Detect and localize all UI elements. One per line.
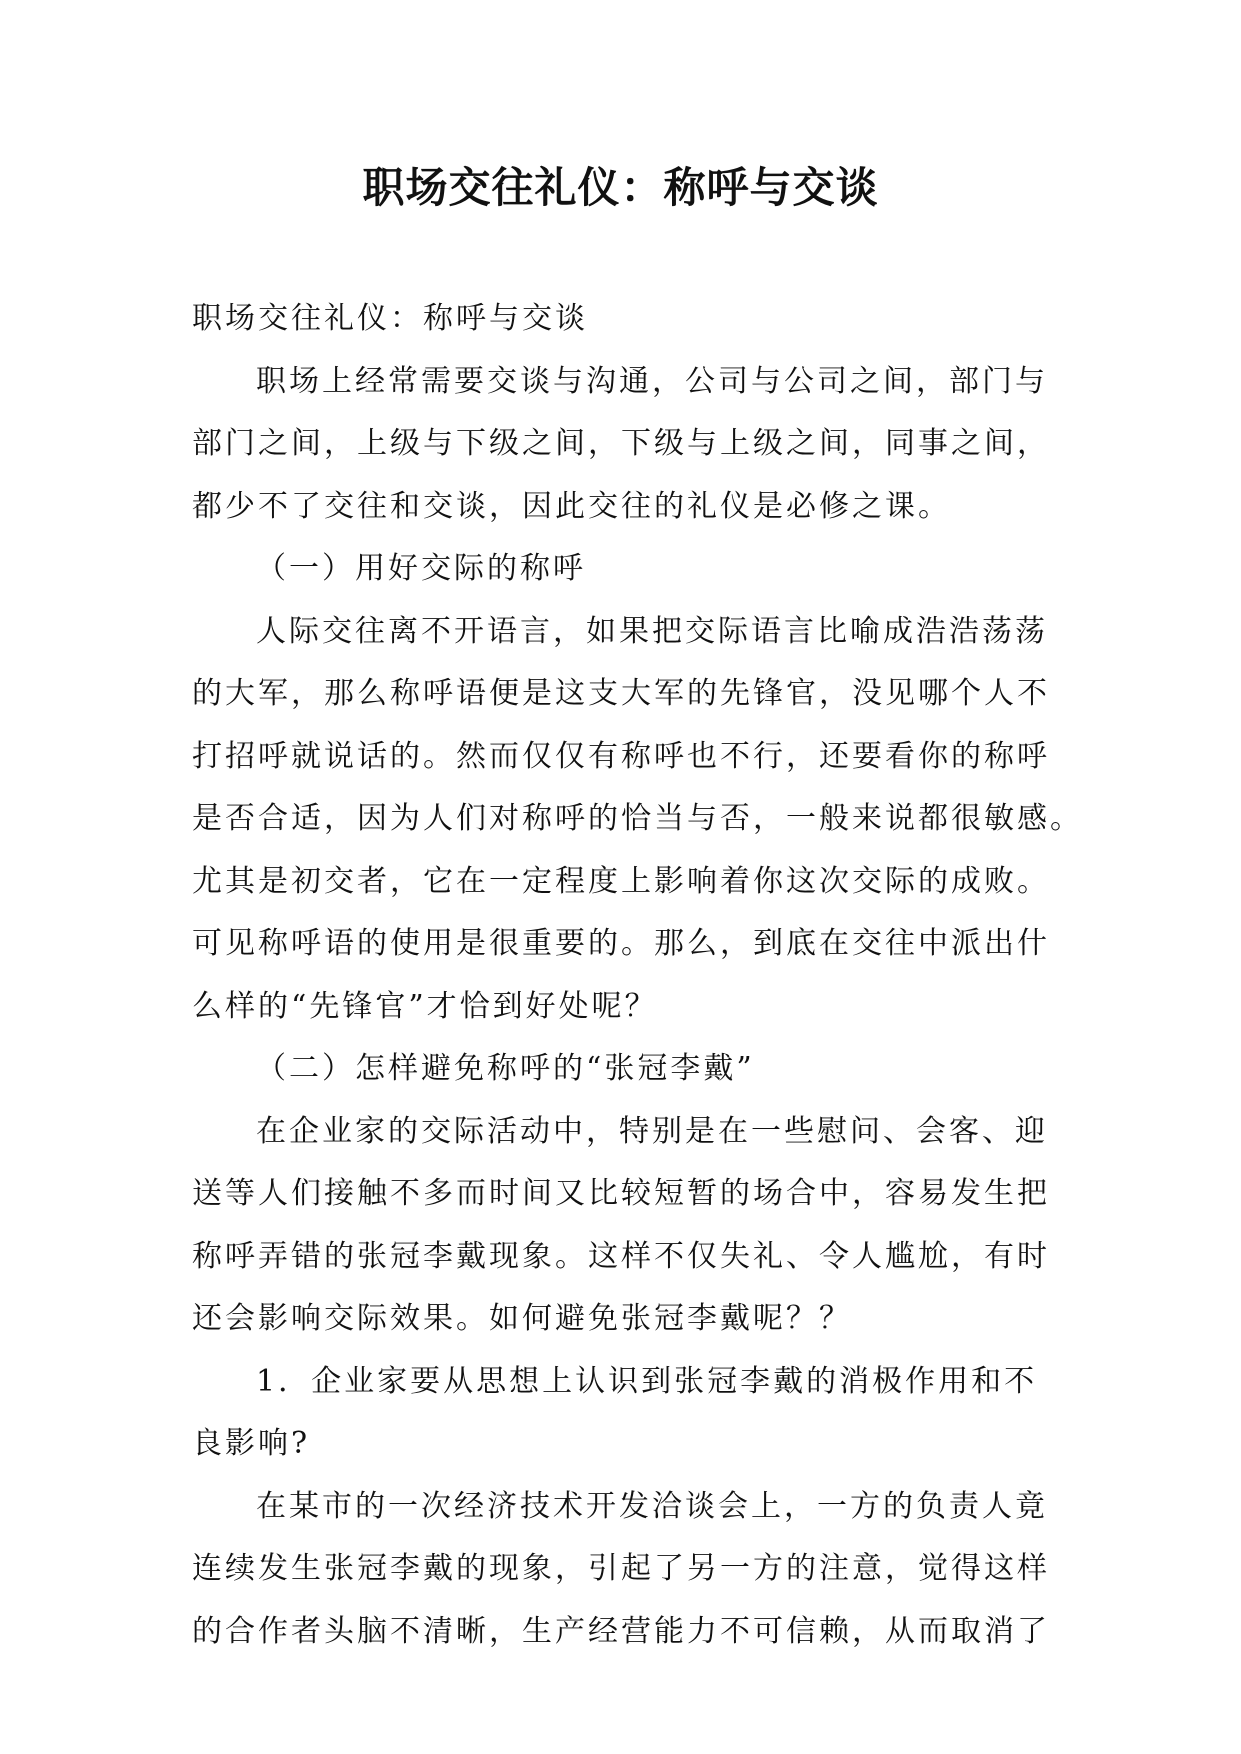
- document-title: 职场交往礼仪：称呼与交谈: [362, 163, 879, 212]
- paragraph-line: 都少不了交往和交谈，因此交往的礼仪是必修之课。: [192, 488, 951, 524]
- paragraph-line: 尤其是初交者，它在一定程度上影响着你这次交际的成败。: [192, 863, 1050, 899]
- body-title-line: 职场交往礼仪：称呼与交谈: [192, 301, 588, 336]
- document-body: [192, 288, 1083, 1663]
- paragraph-line: 是否合适，因为人们对称呼的恰当与否，一般来说都很敏感。: [192, 801, 1083, 836]
- paragraph-line: 称呼弄错的张冠李戴现象。这样不仅失礼、令人尴尬，有时: [192, 1238, 1050, 1274]
- paragraph-line: 人际交往离不开语言，如果把交际语言比喻成浩浩荡荡: [256, 613, 1048, 649]
- paragraph-line: 么样的“先锋官”才恰到好处呢？: [192, 988, 658, 1024]
- paragraph-line: 送等人们接触不多而时间又比较短暂的场合中，容易发生把: [192, 1176, 1050, 1211]
- paragraph-line: 部门之间，上级与下级之间，下级与上级之间，同事之间，: [192, 426, 1050, 461]
- paragraph-line: 在企业家的交际活动中，特别是在一些慰问、会客、迎: [256, 1113, 1048, 1149]
- paragraph-line: 还会影响交际效果。如何避免张冠李戴呢？？: [192, 1301, 852, 1336]
- paragraph-line: 打招呼就说话的。然而仅仅有称呼也不行，还要看你的称呼: [192, 738, 1050, 774]
- paragraph-line: 可见称呼语的使用是很重要的。那么，到底在交往中派出什: [192, 926, 1050, 961]
- numbered-item-line: 良影响?: [192, 1426, 311, 1461]
- paragraph-line: 职场上经常需要交谈与沟通，公司与公司之间，部门与: [256, 363, 1048, 399]
- section-heading: （一）用好交际的称呼: [256, 551, 586, 586]
- numbered-item-line: 1．企业家要从思想上认识到张冠李戴的消极作用和不: [256, 1363, 1038, 1399]
- paragraph-line: 的大军，那么称呼语便是这支大军的先锋官，没见哪个人不: [192, 676, 1050, 711]
- paragraph-line: 的合作者头脑不清晰，生产经营能力不可信赖，从而取消了: [192, 1613, 1050, 1649]
- paragraph-line: 连续发生张冠李戴的现象，引起了另一方的注意，觉得这样: [192, 1551, 1050, 1586]
- section-heading: （二）怎样避免称呼的“张冠李戴”: [256, 1051, 755, 1086]
- paragraph-line: 在某市的一次经济技术开发洽谈会上，一方的负责人竟: [256, 1488, 1048, 1524]
